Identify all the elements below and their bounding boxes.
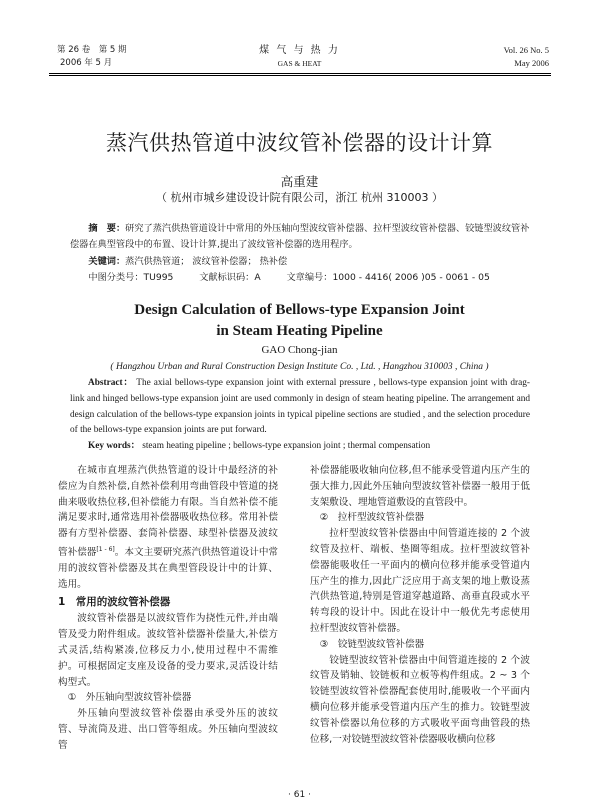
body-paragraph: 铰链型波纹管补偿器由中间管道连接的 2 个波纹管及销轴、铰链板和立板等构件组成。2 ~ 3 个铰链型波纹管补偿器配套使用时,能吸收一个平面内横向位移并能承受管道内压产生的推力。铰链型波纹管补偿器以角位移的方式吸收平面弯曲管段的热位移,一对铰链型波纹管补偿器吸收横向位移 <box>310 654 530 745</box>
page-number: · 61 · <box>288 790 311 800</box>
author-affiliation: （ 杭州市城乡建设设计院有限公司，浙江 杭州 310003 ） <box>156 191 443 204</box>
date-en: May 2006 <box>514 58 549 68</box>
citation: [1 - 6] <box>96 545 115 553</box>
body-paragraph <box>58 463 278 593</box>
english-keywords-text: steam heating pipeline ; bellows-type expansion joint ; thermal compensation <box>142 441 431 452</box>
paragraph-text-end: 。本文主要研究蒸汽供热管道设计中常用的波纹管补偿器及其在典型管段设计中的计算、选用。 <box>58 547 279 590</box>
abstract-label: 摘 要： <box>88 223 126 234</box>
body-paragraph: 补偿器能吸收轴向位移,但不能承受管道内压产生的强大推力,因此外压轴向型波纹管补偿器一般用于低支架敷设、埋地管道敷设的直管段中。 <box>310 465 530 508</box>
english-abstract <box>70 376 530 455</box>
english-abstract-label: Abstract： <box>88 378 134 388</box>
keywords-text: 蒸汽供热管道； 波纹管补偿器； 热补偿 <box>125 255 288 267</box>
english-abstract-paragraph <box>70 376 530 439</box>
section-heading: 1 常用的波纹管补偿器 <box>58 595 171 608</box>
body-right-column <box>310 463 530 747</box>
english-title-line2: in Steam Heating Pipeline <box>216 323 383 339</box>
article-title: 蒸汽供热管道中波纹管补偿器的设计计算 <box>106 131 493 155</box>
body-paragraph: 拉杆型波纹管补偿器由中间管道连接的 2 个波纹管及拉杆、端板、垫圈等组成。拉杆型波纹管补偿器能吸收任一平面内的横向位移并能承受管道内压产生的推力,因此广泛应用于高支架的地上敷设蒸汽供热管道,特别是管道穿越道路、高垂直段或水平转弯段的设计中。因此在设计中一般优先考虑使用拉杆型波纹管补偿器。 <box>310 528 530 634</box>
abstract-paragraph <box>70 221 530 254</box>
keywords-line <box>70 254 530 270</box>
english-abstract-text: The axial bellows-type expansion joint with external pressure , bellows-type expansion joint with drag-link and hinged bellows-type expansion joint are used commonly in design of steam heating pipeline. The arrangement and design calculation of the bellows-type expansion joints in typical pipeline sections are studied , and the selection procedure of the bellows-type expansion joints are put forward. <box>70 378 530 436</box>
volume-issue-cn: 第 26 卷 第 5 期 <box>57 45 127 55</box>
english-title <box>0 300 599 342</box>
article-no-label: 文章编号： <box>286 272 333 284</box>
volume-issue-en: Vol. 26 No. 5 <box>503 45 549 55</box>
abstract-text: 研究了蒸汽供热管道设计中常用的外压轴向型波纹管补偿器、拉杆型波纹管补偿器、铰链型波纹管补偿器在典型管段中的布置、设计计算,提出了波纹管补偿器的选用程序。 <box>70 223 530 251</box>
doc-code-value: A <box>254 272 261 284</box>
author-name: 高重建 <box>280 174 319 189</box>
journal-name-cn: 煤 气 与 热 力 <box>259 45 340 56</box>
english-keywords-line <box>70 439 530 455</box>
classification-line <box>70 270 530 286</box>
article-no-value: 1000 - 4416( 2006 )05 - 0061 - 05 <box>332 272 490 284</box>
subsection-heading: ③ 铰链型波纹管补偿器 <box>319 638 425 650</box>
header-rule-2 <box>49 75 551 76</box>
body-left-column <box>58 463 278 754</box>
header-rule <box>49 73 551 74</box>
english-affiliation: ( Hangzhou Urban and Rural Construction Design Institute Co. , Ltd. , Hangzhou 310003 , China ) <box>110 362 489 372</box>
clc-value: TU995 <box>143 272 174 284</box>
english-author: GAO Chong-jian <box>261 344 338 356</box>
english-title-line1: Design Calculation of Bellows-type Expansion Joint <box>134 302 465 318</box>
subsection-heading: ② 拉杆型波纹管补偿器 <box>319 512 425 524</box>
body-paragraph: 外压轴向型波纹管补偿器由承受外压的波纹管、导流筒及进、出口管等组成。外压轴向型波纹管 <box>58 708 278 751</box>
keywords-label: 关键词： <box>88 255 126 267</box>
body-paragraph: 波纹管补偿器是以波纹管作为挠性元件,并由端管及受力附件组成。波纹管补偿器补偿量大,补偿方式灵活,结构紧凑,位移反力小,使用过程中不需维护。可根据固定支座及设备的受力要求,灵活设计结构型式。 <box>58 613 278 688</box>
english-keywords-label: Key words： <box>88 441 140 452</box>
doc-code-label: 文献标识码： <box>199 272 255 284</box>
clc-label: 中图分类号： <box>88 272 144 284</box>
paragraph-text: 在城市直埋蒸汽供热管道的设计中最经济的补偿应为自然补偿,自然补偿利用弯曲管段中管道的挠曲来吸收热位移,但补偿能力有限。当自然补偿不能满足要求时,通常选用补偿器吸收热位移。常用补偿器有方型补偿器、套筒补偿器、球型补偿器及波纹管补偿器 <box>58 465 278 559</box>
date-cn: 2006 年 5 月 <box>60 58 113 68</box>
journal-volume-issue-en <box>504 44 549 70</box>
chinese-abstract <box>70 221 530 287</box>
subsection-heading: ① 外压轴向型波纹管补偿器 <box>67 692 192 704</box>
journal-name-en: GAS & HEAT <box>277 59 322 68</box>
